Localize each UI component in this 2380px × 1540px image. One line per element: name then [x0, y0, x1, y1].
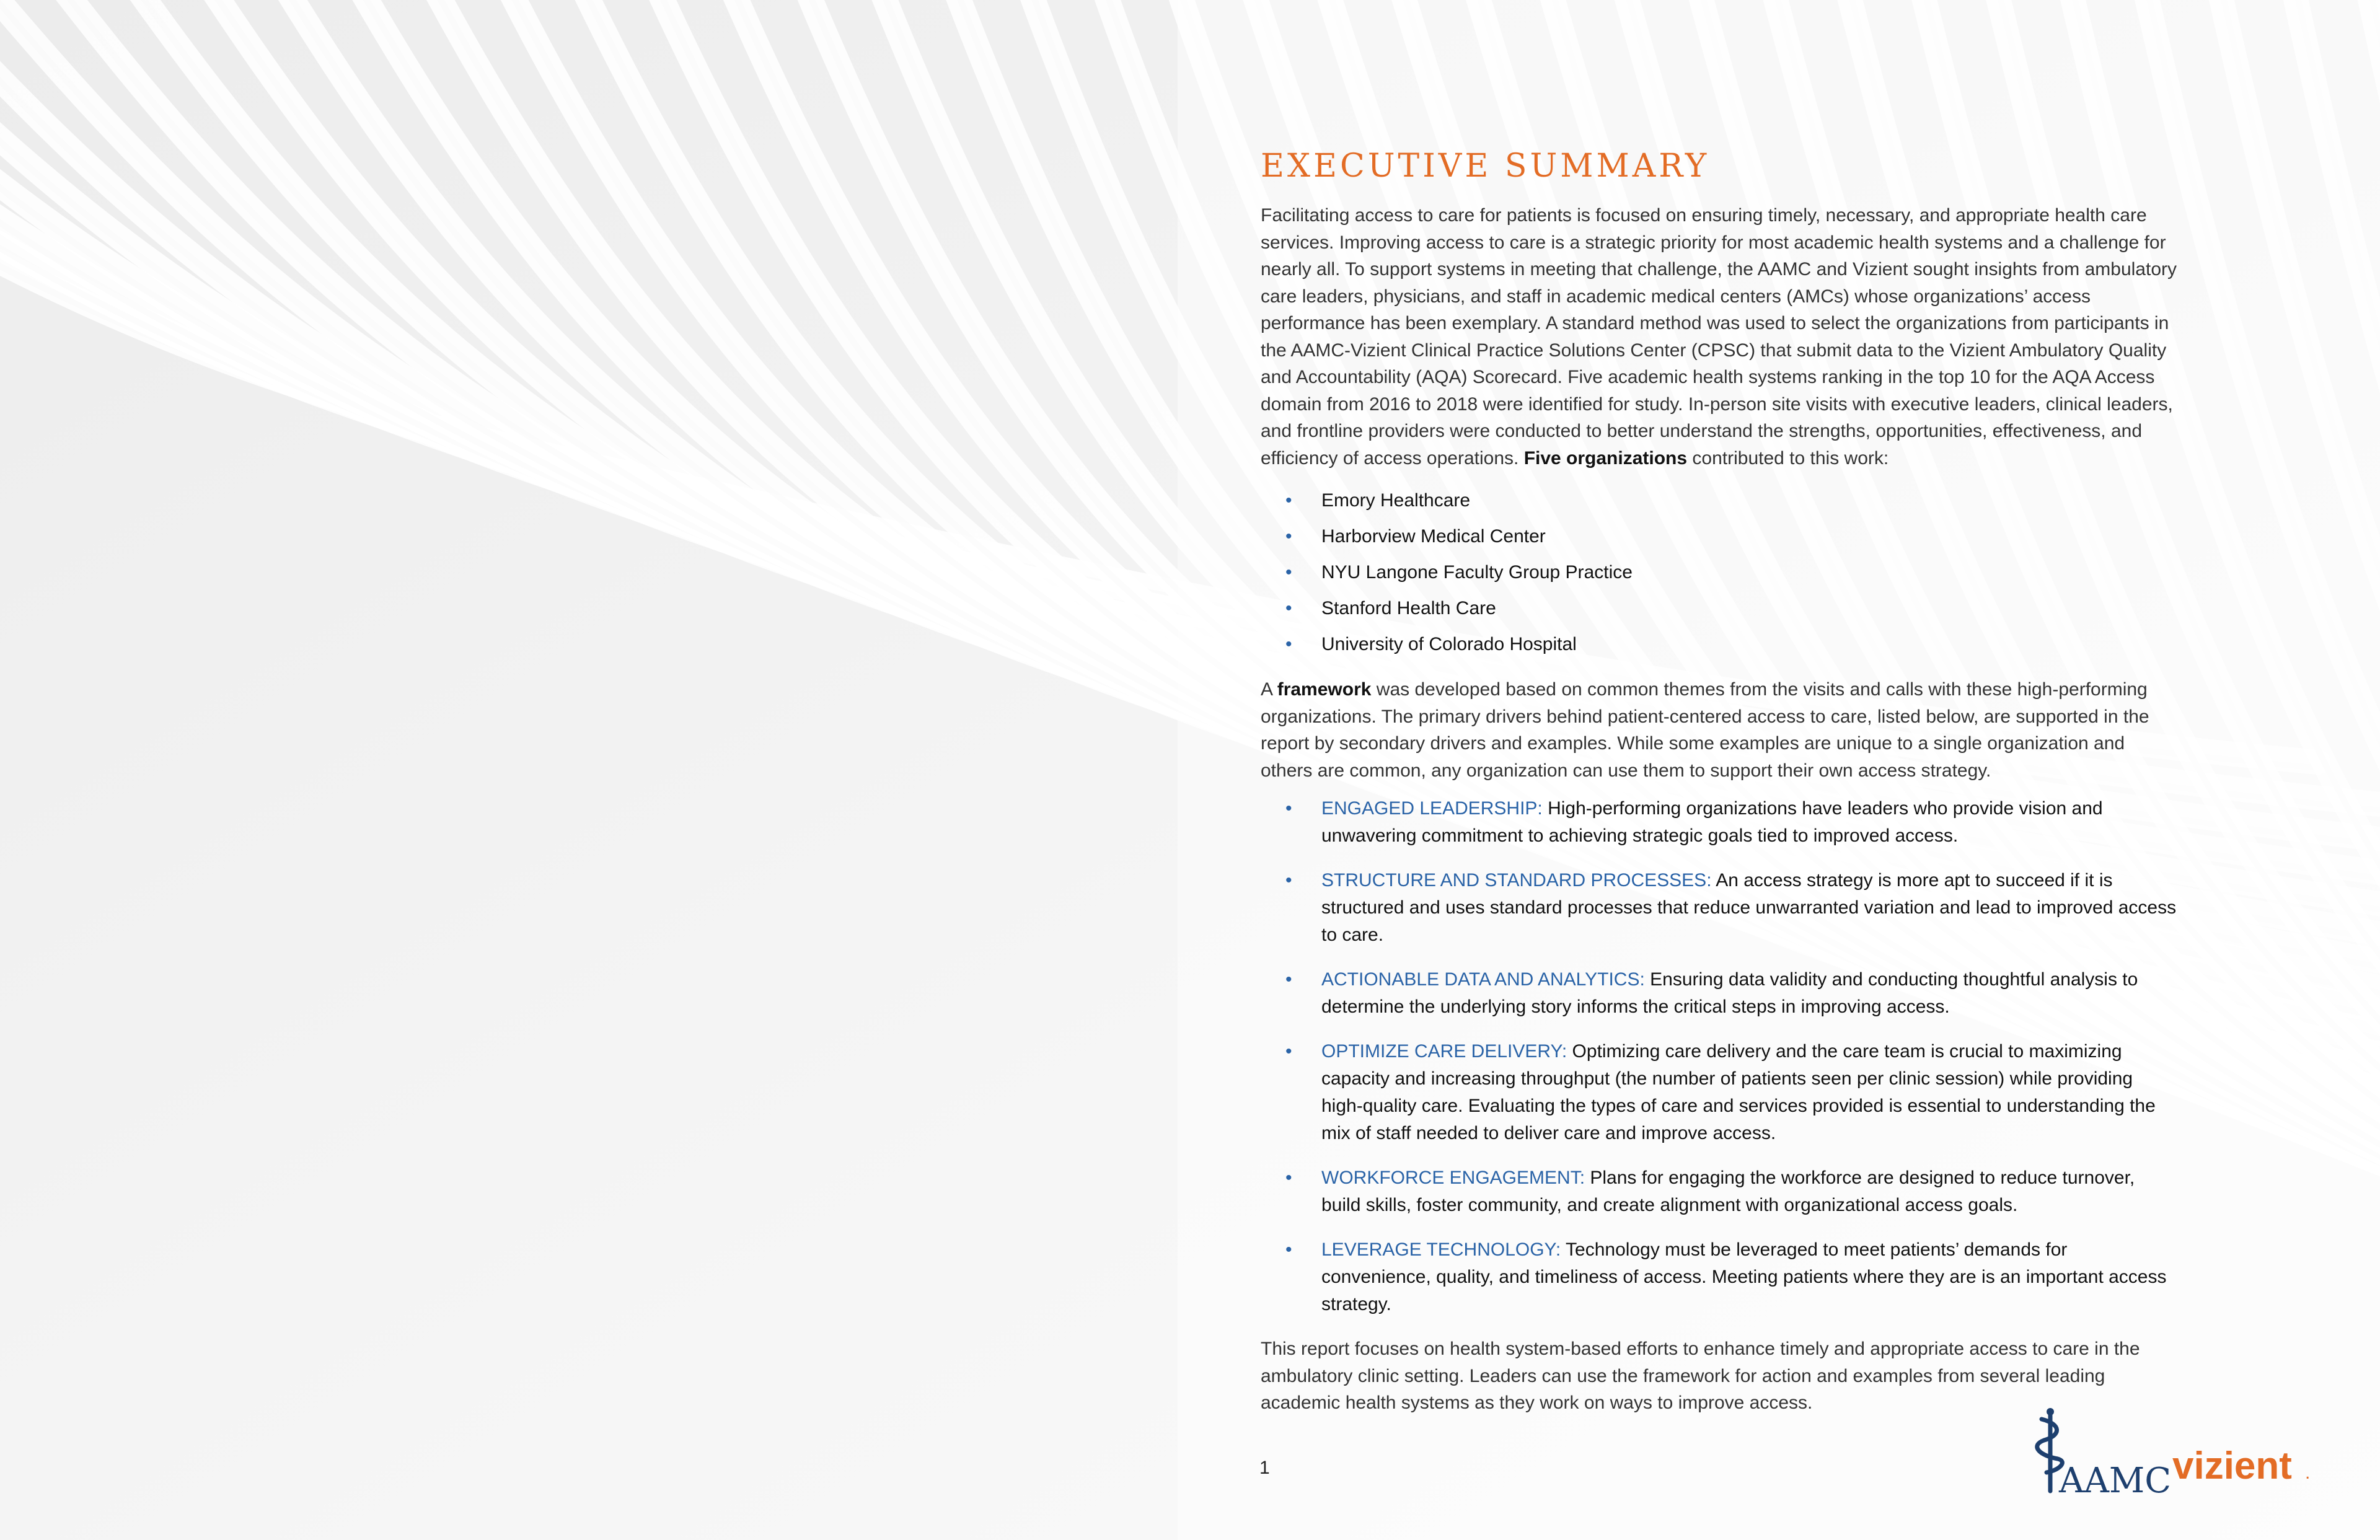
driver-title: LEVERAGE TECHNOLOGY:: [1321, 1239, 1561, 1260]
bullet-icon: •: [1285, 598, 1292, 618]
organization-name: Stanford Health Care: [1321, 598, 1496, 618]
vizient-logo-text: vizient: [2172, 1445, 2292, 1487]
bullet-icon: •: [1285, 1239, 1292, 1260]
list-item: [1261, 591, 2178, 627]
list-item: [1261, 519, 2178, 555]
driver-title: WORKFORCE ENGAGEMENT:: [1321, 1168, 1585, 1188]
aamc-logo-text: AAMC: [2059, 1461, 2172, 1501]
framework-bold: framework: [1277, 679, 1372, 700]
organization-name: University of Colorado Hospital: [1321, 634, 1577, 654]
driver-text: Ensuring data validity and conducting thoughtful analysis to determine the underlying story informs the critical steps in improving access.: [1321, 969, 2138, 1017]
driver-title: OPTIMIZE CARE DELIVERY:: [1321, 1041, 1567, 1062]
driver-text: Technology must be leveraged to meet patients’ demands for convenience, quality, and timeliness of access. Meeting patients where they are is an important access strategy.: [1321, 1239, 2167, 1314]
organization-name: NYU Langone Faculty Group Practice: [1321, 562, 1633, 583]
driver-item: [1261, 867, 2178, 949]
driver-item: [1261, 1164, 2178, 1219]
bullet-icon: •: [1285, 870, 1292, 891]
driver-item: [1261, 795, 2178, 850]
bullet-icon: •: [1285, 798, 1292, 819]
intro-paragraph: [1261, 202, 2178, 472]
driver-text: High-performing organizations have leaders who provide vision and unwavering commitment to achieving strategic goals tied to improved access.: [1321, 798, 2103, 846]
driver-item: [1261, 1236, 2178, 1318]
driver-title: ENGAGED LEADERSHIP:: [1321, 798, 1543, 819]
bullet-icon: •: [1285, 1168, 1292, 1188]
bullet-icon: •: [1285, 526, 1292, 547]
conclusion-paragraph: This report focuses on health system-based efforts to enhance timely and appropriate access to care in the ambulatory clinic setting. Leaders can use the framework for action and examples from several leading academic health systems as they work on ways to improve access.: [1261, 1339, 2140, 1413]
page-title: EXECUTIVE SUMMARY: [1261, 147, 1710, 185]
list-item: [1261, 483, 2178, 519]
drivers-list: [1261, 795, 2178, 1318]
bullet-icon: •: [1285, 1041, 1292, 1062]
framework-paragraph: [1261, 676, 2178, 784]
vizient-logo: [2172, 1439, 2315, 1495]
organization-name: Harborview Medical Center: [1321, 526, 1546, 547]
driver-text: Optimizing care delivery and the care team is crucial to maximizing capacity and increasing throughput (the number of patients seen per clinic session) while providing high-quality care. Evaluating the types of care and services provided is essential to understanding the mix of staff needed to deliver care and improve access.: [1321, 1041, 2156, 1143]
aamc-logo: [2033, 1406, 2172, 1501]
framework-text: was developed based on common themes from the visits and calls with these high-performing organizations. The primary drivers behind patient-centered access to care, listed below, are supported in the report by secondary drivers and examples. While some examples are unique to a single organization and others are common, any organization can use them to support their own access strategy.: [1261, 679, 2149, 781]
intro-tail: contributed to this work:: [1687, 447, 1889, 469]
intro-text: Facilitating access to care for patients is focused on ensuring timely, necessary, and appropriate health care services. Improving access to care is a strategic priority for most academic health systems and a challenge for nearly all. To support systems in meeting that challenge, the AAMC and Vizient sought insights from ambulatory care leaders, physicians, and staff in academic medical centers (AMCs) whose organizations’ access performance has been exemplary. A standard method was used to select the organizations from participants in the AAMC-Vizient Clinical Practice Solutions Center (CPSC) that submit data to the Vizient Ambulatory Quality and Accountability (AQA) Scorecard. Five academic health systems ranking in the top 10 for the AQA Access domain from 2016 to 2018 were identified for study. In-person site visits with executive leaders, clinical leaders, and frontline providers were conducted to better understand the strengths, opportunities, effectiveness, and efficiency of access operations.: [1261, 205, 2177, 469]
organization-name: Emory Healthcare: [1321, 490, 1471, 511]
bullet-icon: •: [1285, 490, 1292, 511]
driver-title: ACTIONABLE DATA AND ANALYTICS:: [1321, 969, 1645, 990]
bullet-icon: •: [1285, 634, 1292, 654]
driver-item: [1261, 1038, 2178, 1147]
list-item: [1261, 627, 2178, 662]
driver-item: [1261, 966, 2178, 1021]
organizations-list: [1261, 483, 2178, 662]
vizient-logo-mark: .: [2305, 1463, 2311, 1483]
executive-summary-section: [1261, 141, 2178, 1428]
bullet-icon: •: [1285, 969, 1292, 990]
driver-text: An access strategy is more apt to succeed if it is structured and uses standard processes that reduce unwarranted variation and lead to improved access to care.: [1321, 870, 2177, 945]
driver-title: STRUCTURE AND STANDARD PROCESSES:: [1321, 870, 1712, 891]
driver-text: Plans for engaging the workforce are designed to reduce turnover, build skills, foster community, and create alignment with organizational access goals.: [1321, 1168, 2135, 1215]
intro-bold: Five organizations: [1523, 447, 1688, 469]
list-item: [1261, 555, 2178, 591]
page-number: 1: [1259, 1458, 1270, 1478]
framework-lead: A: [1261, 679, 1277, 700]
bullet-icon: •: [1285, 562, 1292, 583]
